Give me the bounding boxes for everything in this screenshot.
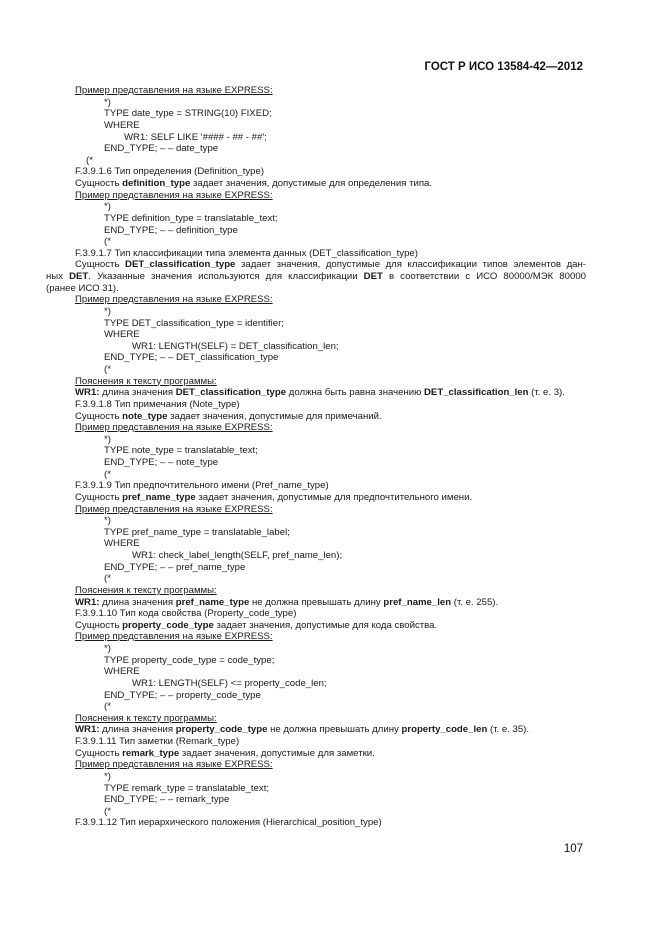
text-span: (т. е. 3). (528, 387, 565, 399)
text-span: Сущность (75, 619, 123, 631)
section-caption: Пояснения к тексту программы: (75, 375, 217, 387)
text-span: должна быть равна значению (286, 387, 424, 399)
text-line (46, 387, 586, 399)
bold-term: pref_name_len (383, 596, 452, 608)
section-caption: Пример представления на языке EXPRESS: (75, 422, 273, 434)
bold-term: DET_classification_type (175, 387, 287, 399)
bold-term: DET (69, 271, 89, 282)
text-line: F.3.9.1.11 Тип заметки (Remark_type) (75, 736, 240, 747)
text-line: (* (104, 364, 111, 375)
text-line (46, 271, 586, 283)
text-span: задает значения, допустимые для заметки. (179, 747, 375, 759)
text-line (46, 620, 586, 632)
text-line (46, 259, 586, 271)
text-span: (т. е. 35). (487, 724, 530, 736)
bold-term: WR1: (75, 387, 100, 399)
text-line: TYPE DET_classification_type = identifier; (104, 317, 284, 329)
section-caption: Пример представления на языке EXPRESS: (75, 85, 273, 96)
text-line: END_TYPE; – – property_code_type (104, 689, 261, 701)
text-span: Сущность (75, 259, 126, 271)
text-line: TYPE definition_type = translatable_text; (104, 212, 278, 224)
text-line: *) (104, 305, 111, 317)
text-line: *) (104, 201, 111, 213)
text-line: WR1: LENGTH(SELF) = DET_classification_len; (132, 340, 339, 352)
text-line: (* (104, 236, 111, 248)
text-line: END_TYPE; – – note_type (104, 457, 219, 468)
text-line: F.3.9.1.6 Тип определения (Definition_type) (75, 166, 265, 178)
text-line: *) (104, 643, 111, 654)
text-line: (* (104, 468, 111, 480)
text-line: *) (104, 433, 111, 445)
text-line: TYPE pref_name_type = translatable_label; (104, 526, 290, 538)
text-line: TYPE date_type = STRING(10) FIXED; (104, 108, 272, 120)
bold-term: property_code_type (175, 724, 268, 736)
bold-term: pref_name_type (175, 596, 250, 608)
section-caption: Пример представления на языке EXPRESS: (75, 189, 273, 201)
text-line: (* (104, 805, 111, 817)
text-line: (* (86, 154, 93, 166)
text-line: WHERE (104, 666, 140, 678)
bold-term: note_type (122, 410, 168, 422)
section-caption: Пример представления на языке EXPRESS: (75, 503, 273, 515)
text-line: END_TYPE; – – DET_classification_type (104, 352, 279, 364)
document-body (46, 85, 586, 829)
text-span: (т. е. 255). (451, 596, 499, 608)
section-caption: Пример представления на языке EXPRESS: (75, 631, 273, 643)
bold-term: pref_name_type (122, 491, 196, 503)
page-header-title: ГОСТ Р ИСО 13584-42—2012 (424, 61, 583, 73)
text-span: длина значения (99, 596, 176, 608)
text-span: не должна превышать длину (249, 596, 384, 608)
text-line: F.3.9.1.8 Тип примечания (Note_type) (75, 398, 240, 410)
section-caption: Пояснения к тексту программы: (75, 584, 217, 596)
bold-term: DET (363, 271, 383, 282)
text-line: F.3.9.1.10 Тип кода свойства (Property_code_type) (75, 608, 297, 620)
text-line: END_TYPE; – – date_type (104, 143, 219, 155)
bold-term: WR1: (75, 596, 100, 608)
section-caption: Пояснения к тексту программы: (75, 712, 217, 724)
text-line (46, 492, 586, 504)
text-line: WHERE (104, 329, 140, 341)
text-line (46, 724, 586, 736)
text-line: (* (104, 701, 111, 713)
text-span: не должна превышать длину (267, 724, 402, 736)
section-caption: Пример представления на языке EXPRESS: (75, 294, 273, 306)
text-line: WHERE (104, 538, 140, 550)
text-span: Сущность (75, 178, 123, 189)
text-line: TYPE note_type = translatable_text; (104, 445, 258, 457)
text-span: задает значения, допустимые для классификации типов элементов дан- (235, 259, 587, 271)
text-line: WR1: SELF LIKE '#### - ## - ##'; (124, 131, 267, 143)
text-line: END_TYPE; – – pref_name_type (104, 561, 246, 573)
text-line: WHERE (104, 119, 140, 131)
text-line (46, 178, 586, 190)
bold-term: WR1: (75, 724, 100, 736)
text-line: TYPE remark_type = translatable_text; (104, 782, 270, 794)
text-span: длина значения (99, 387, 176, 399)
text-span: задает значения, допустимые для кода свойства. (213, 619, 438, 631)
text-line: END_TYPE; – – remark_type (104, 794, 230, 806)
text-line: (ранее ИСО 31). (46, 282, 119, 294)
bold-term: remark_type (122, 747, 180, 759)
text-line (46, 597, 586, 609)
text-line: *) (104, 770, 111, 782)
bold-term: DET_classification_type (125, 259, 236, 271)
text-line: F.3.9.1.12 Тип иерархического положения (Hierarchical_position_type) (75, 817, 382, 829)
page-number: 107 (563, 843, 583, 855)
text-span: длина значения (99, 724, 176, 736)
bold-term: DET_classification_len (424, 387, 529, 399)
text-line (46, 411, 586, 423)
text-line: TYPE property_code_type = code_type; (104, 654, 275, 666)
bold-term: property_code_len (401, 724, 488, 736)
text-span: Сущность (75, 491, 123, 503)
text-line: *) (104, 96, 111, 108)
text-span: в соответствии с ИСО 80000/МЭК 80000 (382, 271, 587, 282)
text-line: END_TYPE; – – definition_type (104, 224, 238, 236)
text-span: Сущность (75, 747, 123, 759)
text-line: WR1: LENGTH(SELF) <= property_code_len; (132, 677, 327, 689)
text-line: F.3.9.1.7 Тип классификации типа элемента данных (DET_classification_type) (75, 247, 418, 259)
bold-term: definition_type (122, 178, 191, 189)
text-span: задает значения, допустимые для предпочтительного имени. (195, 491, 473, 503)
text-span: Сущность (75, 410, 123, 422)
text-span: задает значения, допустимые для определения типа. (190, 178, 433, 189)
text-line: F.3.9.1.9 Тип предпочтительного имени (Pref_name_type) (75, 480, 329, 492)
section-caption: Пример представления на языке EXPRESS: (75, 759, 273, 771)
text-line: *) (104, 515, 111, 527)
text-line: (* (104, 573, 111, 585)
bold-term: property_code_type (122, 619, 214, 631)
text-span: ных (46, 271, 70, 282)
text-span: задает значения, допустимые для примечаний. (167, 410, 382, 422)
text-span: . Указанные значения используются для классификации (88, 271, 364, 282)
text-line: WR1: check_label_length(SELF, pref_name_len); (132, 550, 343, 561)
text-line (46, 748, 586, 760)
